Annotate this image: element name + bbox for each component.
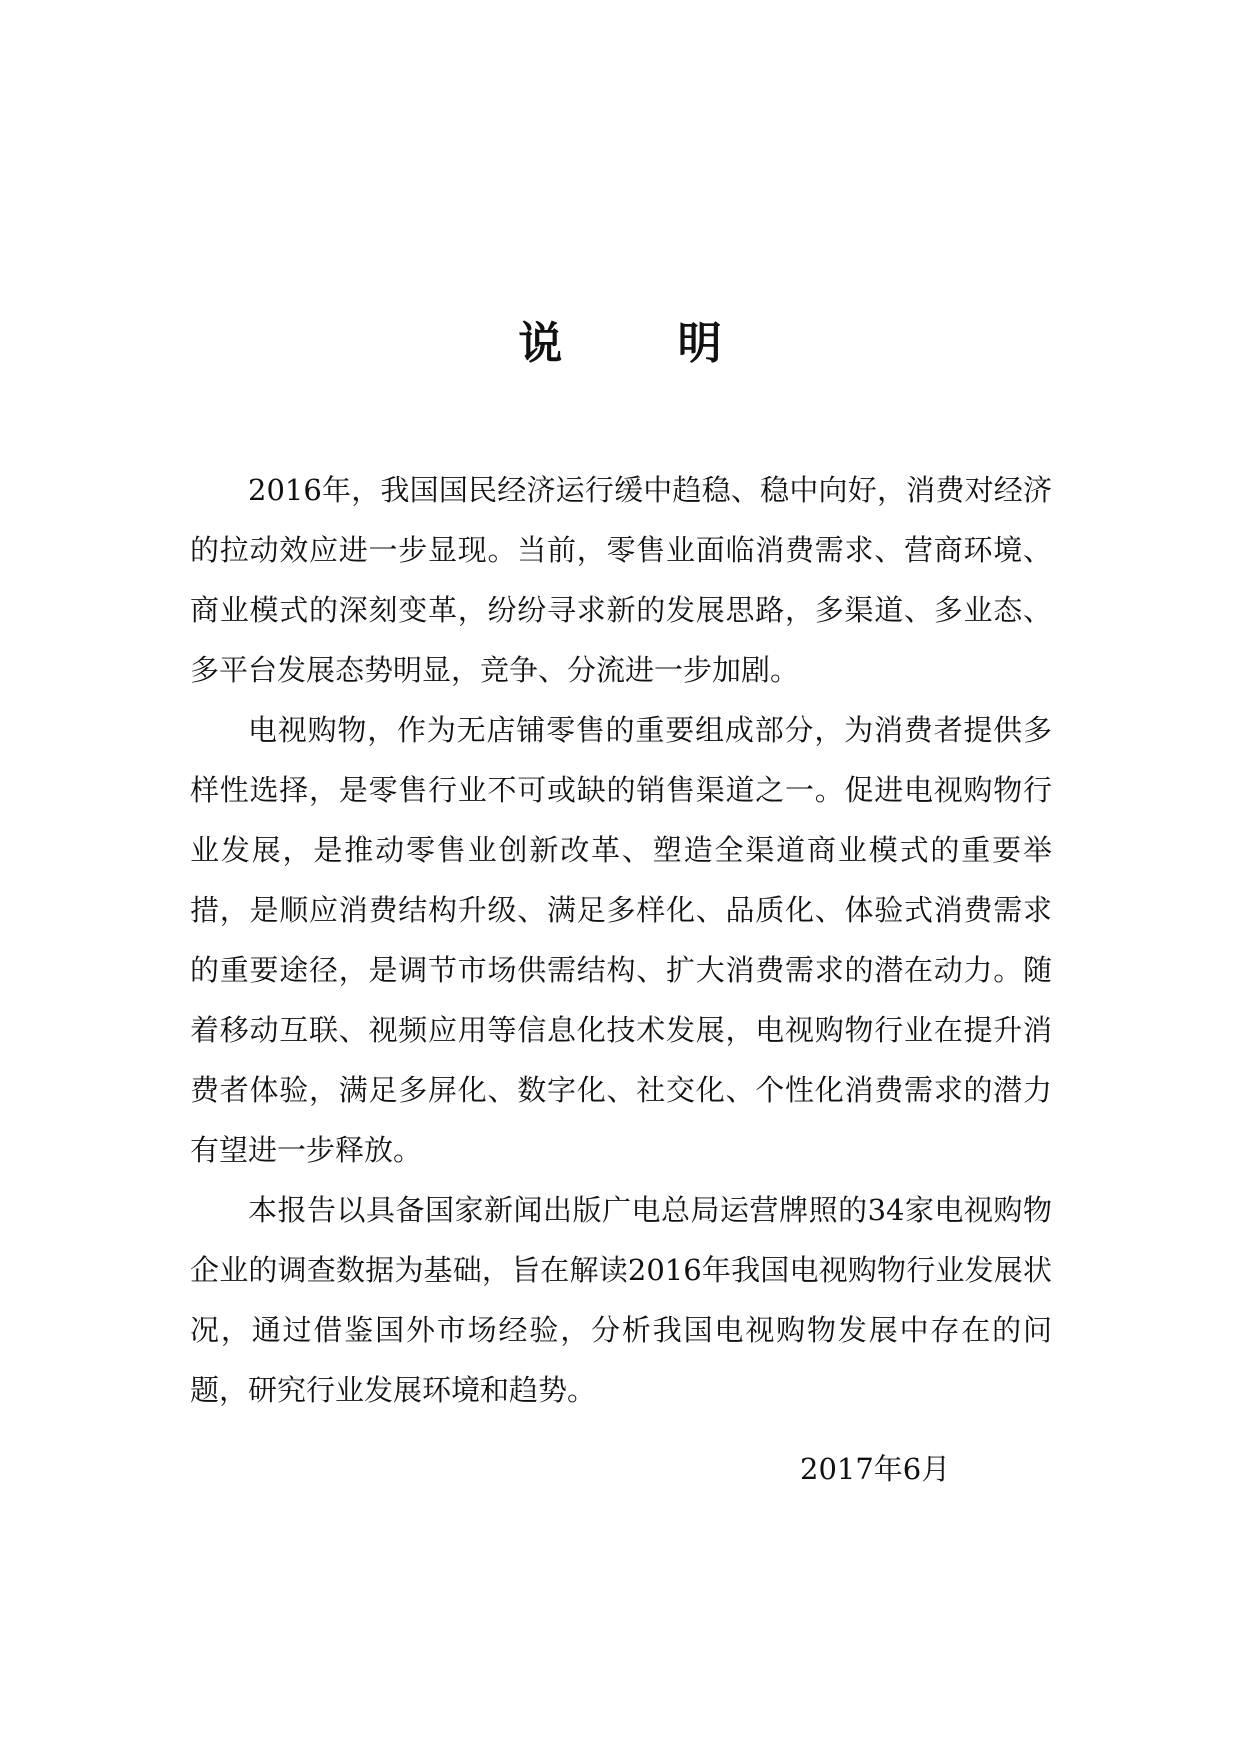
document-body — [190, 460, 1052, 1420]
paragraph-3: 本报告以具备国家新闻出版广电总局运营牌照的34家电视购物企业的调查数据为基础，旨在解读2016年我国电视购物行业发展状况，通过借鉴国外市场经验，分析我国电视购物发展中存在的问题，研究行业发展环境和趋势。 — [190, 1193, 1052, 1407]
paragraph-1: 2016年，我国国民经济运行缓中趋稳、稳中向好，消费对经济的拉动效应进一步显现。当前，零售业面临消费需求、营商环境、商业模式的深刻变革，纷纷寻求新的发展思路，多渠道、多业态、多平台发展态势明显，竞争、分流进一步加剧。 — [190, 473, 1052, 687]
document-title: 说 明 — [518, 318, 772, 369]
document-date: 2017年6月 — [800, 1452, 951, 1486]
paragraph-2: 电视购物，作为无店铺零售的重要组成部分，为消费者提供多样性选择，是零售行业不可或缺的销售渠道之一。促进电视购物行业发展，是推动零售业创新改革、塑造全渠道商业模式的重要举措，是顺应消费结构升级、满足多样化、品质化、体验式消费需求的重要途径，是调节市场供需结构、扩大消费需求的潜在动力。随着移动互联、视频应用等信息化技术发展，电视购物行业在提升消费者体验，满足多屏化、数字化、社交化、个性化消费需求的潜力有望进一步释放。 — [190, 713, 1052, 1167]
